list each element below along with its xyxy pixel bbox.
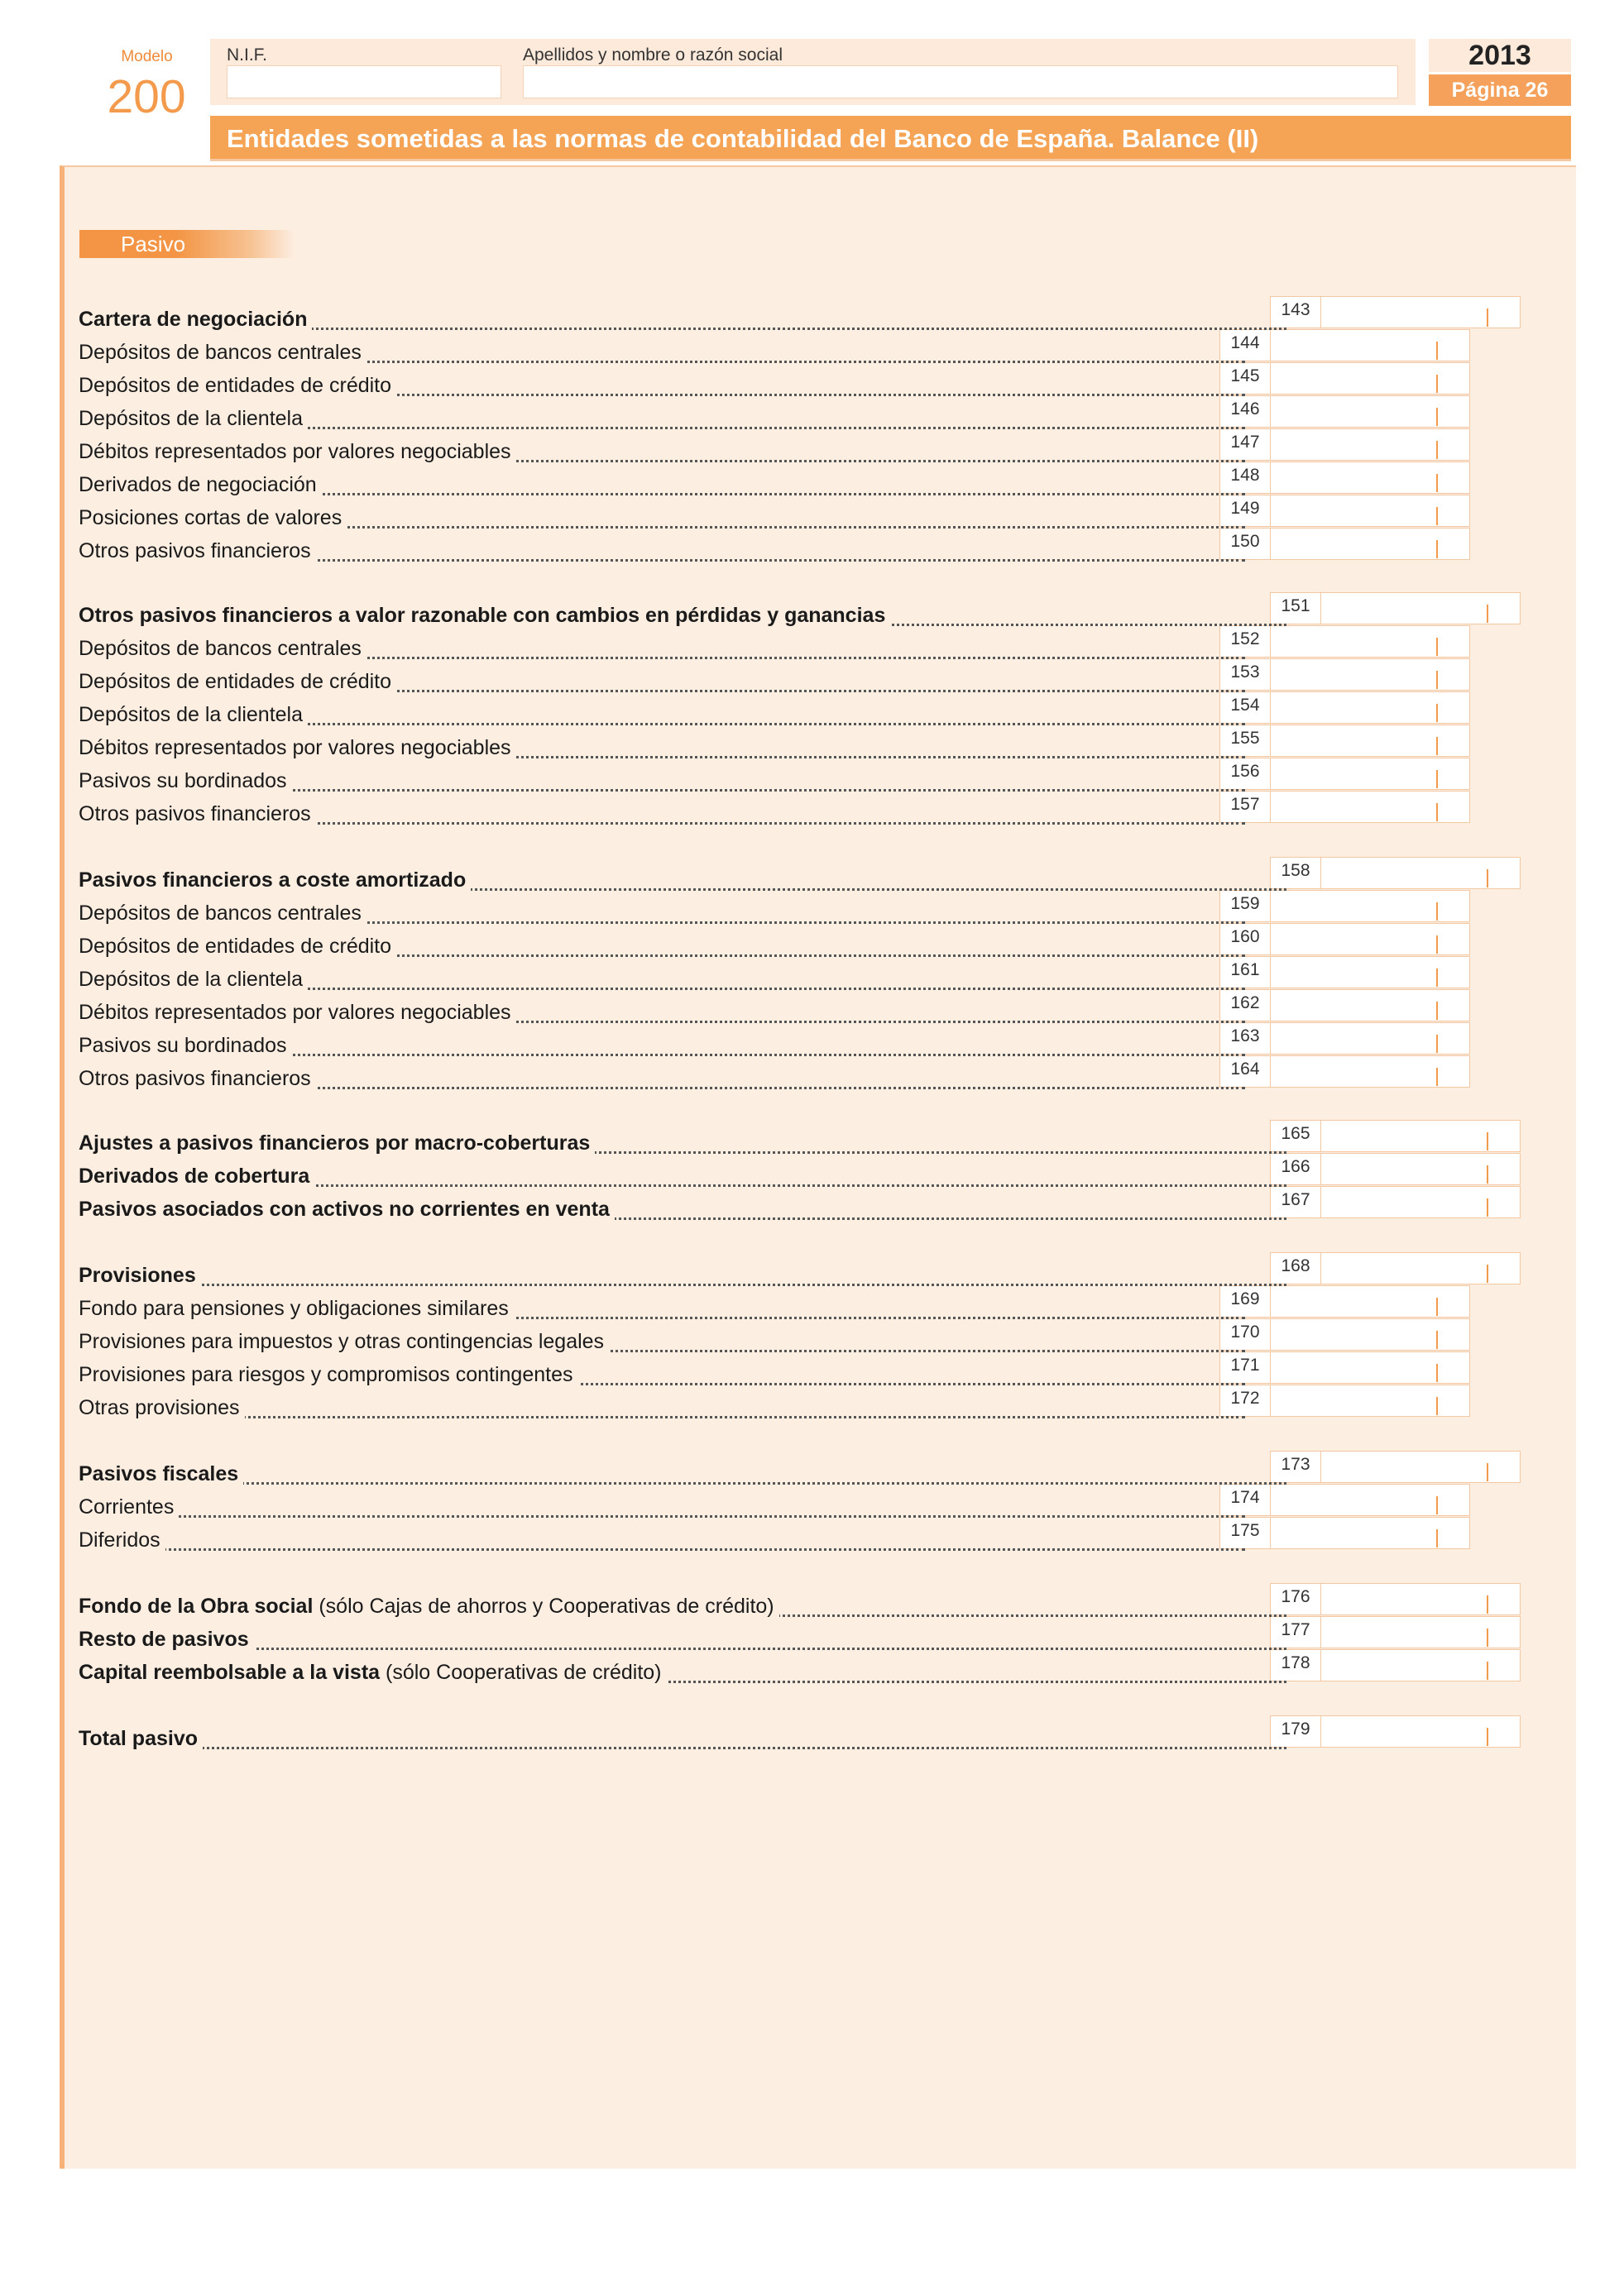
box-code: 163 <box>1219 1022 1271 1055</box>
decimal-separator-mark <box>1436 1331 1438 1349</box>
decimal-separator-mark <box>1436 704 1438 722</box>
decimal-separator-mark <box>1436 375 1438 393</box>
row-label-text: Depósitos de bancos centrales <box>79 902 362 925</box>
amount-field[interactable] <box>1270 1351 1470 1384</box>
row-label-text: Débitos representados por valores negociables <box>79 440 511 463</box>
section-tag <box>79 230 295 258</box>
decimal-separator-mark <box>1436 935 1438 954</box>
amount-field[interactable] <box>1270 625 1470 658</box>
amount-field[interactable] <box>1270 725 1470 757</box>
decimal-separator-mark <box>1436 408 1438 426</box>
decimal-separator-mark <box>1436 638 1438 656</box>
row-label <box>79 407 1245 435</box>
row-label-text: Depósitos de bancos centrales <box>79 341 362 364</box>
row-label-text: Pasivos su bordinados <box>79 769 287 792</box>
row-label-text: Depósitos de la clientela <box>79 968 303 991</box>
amount-field[interactable] <box>1270 395 1470 428</box>
row-label <box>79 1001 1245 1029</box>
row-label-text: Provisiones <box>79 1264 196 1287</box>
amount-field[interactable] <box>1270 658 1470 691</box>
amount-field[interactable] <box>1320 296 1521 328</box>
year: 2013 <box>1429 39 1571 72</box>
box-code: 157 <box>1219 791 1271 823</box>
box-code: 169 <box>1219 1285 1271 1318</box>
amount-field[interactable] <box>1270 1517 1470 1549</box>
box-code: 159 <box>1219 890 1271 922</box>
row-label <box>79 1297 1245 1325</box>
box-code: 145 <box>1219 362 1271 395</box>
modelo-label: Modelo <box>121 48 173 65</box>
row-label-text: Resto de pasivos <box>79 1628 249 1651</box>
row-label <box>79 604 1286 632</box>
box-code: 168 <box>1270 1252 1321 1284</box>
row-label <box>79 539 1245 567</box>
row-label <box>79 1131 1286 1160</box>
decimal-separator-mark <box>1487 1728 1488 1746</box>
decimal-separator-mark <box>1436 1364 1438 1382</box>
amount-field[interactable] <box>1320 1153 1521 1185</box>
decimal-separator-mark <box>1436 441 1438 459</box>
row-label-text: Ajustes a pasivos financieros por macro-coberturas <box>79 1131 591 1155</box>
row-label <box>79 506 1245 534</box>
amount-field[interactable] <box>1320 857 1521 889</box>
row-label-text: Provisiones para riesgos y compromisos contingentes <box>79 1363 573 1386</box>
amount-field[interactable] <box>1270 1318 1470 1351</box>
row-label <box>79 1396 1245 1424</box>
name-field[interactable] <box>523 65 1398 98</box>
decimal-separator-mark <box>1436 540 1438 558</box>
box-code: 162 <box>1219 989 1271 1021</box>
amount-field[interactable] <box>1270 1022 1470 1055</box>
row-label-text: Otros pasivos financieros a valor razonable con cambios en pérdidas y ganancias <box>79 604 886 627</box>
row-label <box>79 935 1245 963</box>
modelo-number: 200 <box>107 70 186 123</box>
box-code: 153 <box>1219 658 1271 691</box>
name-label: Apellidos y nombre o razón social <box>523 45 783 65</box>
box-code: 156 <box>1219 758 1271 790</box>
amount-field[interactable] <box>1320 1120 1521 1152</box>
row-label-text: Pasivos su bordinados <box>79 1034 287 1057</box>
decimal-separator-mark <box>1436 1496 1438 1514</box>
decimal-separator-mark <box>1436 737 1438 755</box>
amount-field[interactable] <box>1270 1484 1470 1516</box>
row-label <box>79 1330 1245 1358</box>
row-label <box>79 902 1245 930</box>
row-label <box>79 341 1245 369</box>
decimal-separator-mark <box>1487 605 1488 623</box>
row-label <box>79 802 1245 830</box>
box-code: 155 <box>1219 725 1271 757</box>
decimal-separator-mark <box>1487 1463 1488 1481</box>
amount-field[interactable] <box>1270 528 1470 560</box>
amount-field[interactable] <box>1270 428 1470 461</box>
row-label-text: Derivados de negociación <box>79 473 317 496</box>
box-code: 171 <box>1219 1351 1271 1384</box>
title-bar <box>210 116 1571 161</box>
row-label <box>79 769 1245 797</box>
row-label-text: Posiciones cortas de valores <box>79 506 343 529</box>
box-code: 170 <box>1219 1318 1271 1351</box>
decimal-separator-mark <box>1436 1397 1438 1415</box>
box-code: 152 <box>1219 625 1271 658</box>
row-label <box>79 308 1286 336</box>
decimal-separator-mark <box>1487 1198 1488 1217</box>
section-label: Pasivo <box>121 232 186 256</box>
amount-field[interactable] <box>1320 1715 1521 1748</box>
box-code: 148 <box>1219 462 1271 494</box>
page-badge: Página 26 <box>1429 74 1571 106</box>
page-title: Entidades sometidas a las normas de contabilidad del Banco de España. Balance (II) <box>227 124 1259 153</box>
row-label-text: Capital reembolsable a la vista <box>79 1661 381 1684</box>
box-code: 150 <box>1219 528 1271 560</box>
row-label-text: Depósitos de la clientela <box>79 703 303 726</box>
row-label-text: Depósitos de entidades de crédito <box>79 374 392 397</box>
amount-field[interactable] <box>1320 1583 1521 1615</box>
row-label <box>79 1528 1245 1557</box>
row-label-text: Pasivos fiscales <box>79 1462 239 1485</box>
box-code: 164 <box>1219 1055 1271 1088</box>
row-label-text: Total pasivo <box>79 1727 199 1750</box>
decimal-separator-mark <box>1487 1629 1488 1647</box>
amount-field[interactable] <box>1270 758 1470 790</box>
row-label <box>79 736 1245 764</box>
amount-field[interactable] <box>1270 1385 1470 1417</box>
decimal-separator-mark <box>1487 1662 1488 1680</box>
amount-field[interactable] <box>1270 956 1470 988</box>
row-label-text: Otras provisiones <box>79 1396 240 1419</box>
row-label <box>79 440 1245 468</box>
amount-field[interactable] <box>1320 1649 1521 1681</box>
row-label <box>79 868 1286 897</box>
row-label <box>79 1034 1245 1062</box>
decimal-separator-mark <box>1436 770 1438 788</box>
box-code: 165 <box>1270 1120 1321 1152</box>
row-label-text: Depósitos de entidades de crédito <box>79 935 392 958</box>
box-code: 179 <box>1270 1715 1321 1748</box>
box-code: 154 <box>1219 691 1271 724</box>
box-code: 161 <box>1219 956 1271 988</box>
row-label <box>79 703 1245 731</box>
box-code: 167 <box>1270 1186 1321 1218</box>
box-code: 172 <box>1219 1385 1271 1417</box>
row-label-text: Cartera de negociación <box>79 308 308 331</box>
row-note: (sólo Cajas de ahorros y Cooperativas de crédito) <box>319 1595 774 1618</box>
row-label-text: Depósitos de entidades de crédito <box>79 670 392 693</box>
row-label-text: Depósitos de bancos centrales <box>79 637 362 660</box>
row-label-text: Pasivos asociados con activos no corrientes en venta <box>79 1198 610 1221</box>
nif-label: N.I.F. <box>227 45 268 65</box>
row-label <box>79 1595 1286 1623</box>
row-label-text: Provisiones para impuestos y otras contingencias legales <box>79 1330 605 1353</box>
amount-field[interactable] <box>1270 462 1470 494</box>
amount-field[interactable] <box>1320 1186 1521 1218</box>
box-code: 143 <box>1270 296 1321 328</box>
row-label <box>79 968 1245 996</box>
row-label <box>79 1198 1286 1226</box>
row-label <box>79 374 1245 402</box>
row-label-text: Corrientes <box>79 1495 175 1519</box>
taxpayer-header <box>210 39 1416 105</box>
nif-field[interactable] <box>227 65 501 98</box>
row-label <box>79 637 1245 665</box>
row-label-text: Fondo de la Obra social <box>79 1595 314 1618</box>
row-label <box>79 473 1245 501</box>
row-label <box>79 1067 1245 1095</box>
decimal-separator-mark <box>1436 1002 1438 1020</box>
box-code: 147 <box>1219 428 1271 461</box>
decimal-separator-mark <box>1487 869 1488 887</box>
row-label <box>79 670 1245 698</box>
amount-field[interactable] <box>1270 1285 1470 1318</box>
amount-field[interactable] <box>1270 691 1470 724</box>
row-label <box>79 1661 1286 1689</box>
amount-field[interactable] <box>1320 1451 1521 1483</box>
decimal-separator-mark <box>1436 671 1438 689</box>
row-label-text: Diferidos <box>79 1528 160 1552</box>
decimal-separator-mark <box>1436 803 1438 821</box>
decimal-separator-mark <box>1436 1068 1438 1086</box>
amount-field[interactable] <box>1270 791 1470 823</box>
amount-field[interactable] <box>1270 890 1470 922</box>
box-code: 146 <box>1219 395 1271 428</box>
row-label <box>79 1363 1245 1391</box>
box-code: 176 <box>1270 1583 1321 1615</box>
decimal-separator-mark <box>1436 969 1438 987</box>
row-label-text: Pasivos financieros a coste amortizado <box>79 868 467 892</box>
box-code: 158 <box>1270 857 1321 889</box>
amount-field[interactable] <box>1270 362 1470 395</box>
box-code: 173 <box>1270 1451 1321 1483</box>
row-label-text: Depósitos de la clientela <box>79 407 303 430</box>
row-label-text: Derivados de cobertura <box>79 1165 310 1188</box>
row-label-text: Otros pasivos financieros <box>79 802 311 825</box>
decimal-separator-mark <box>1487 1265 1488 1283</box>
amount-field[interactable] <box>1320 592 1521 624</box>
amount-field[interactable] <box>1320 1616 1521 1648</box>
row-label <box>79 1727 1286 1755</box>
decimal-separator-mark <box>1436 1298 1438 1316</box>
row-label-text: Otros pasivos financieros <box>79 539 311 562</box>
decimal-separator-mark <box>1436 507 1438 525</box>
row-label <box>79 1462 1286 1490</box>
row-label <box>79 1495 1245 1523</box>
row-label <box>79 1264 1286 1292</box>
box-code: 174 <box>1219 1484 1271 1516</box>
amount-field[interactable] <box>1270 495 1470 527</box>
box-code: 149 <box>1219 495 1271 527</box>
box-code: 177 <box>1270 1616 1321 1648</box>
row-note: (sólo Cooperativas de crédito) <box>386 1661 662 1684</box>
decimal-separator-mark <box>1487 1595 1488 1614</box>
decimal-separator-mark <box>1436 902 1438 921</box>
row-label-text: Fondo para pensiones y obligaciones similares <box>79 1297 509 1320</box>
decimal-separator-mark <box>1436 1035 1438 1053</box>
decimal-separator-mark <box>1487 1165 1488 1184</box>
amount-field[interactable] <box>1270 989 1470 1021</box>
row-label-text: Débitos representados por valores negociables <box>79 736 511 759</box>
decimal-separator-mark <box>1436 1529 1438 1547</box>
decimal-separator-mark <box>1436 474 1438 492</box>
row-label <box>79 1628 1286 1656</box>
box-code: 151 <box>1270 592 1321 624</box>
box-code: 160 <box>1219 923 1271 955</box>
amount-field[interactable] <box>1320 1252 1521 1284</box>
decimal-separator-mark <box>1487 1132 1488 1150</box>
box-code: 178 <box>1270 1649 1321 1681</box>
box-code: 166 <box>1270 1153 1321 1185</box>
box-code: 144 <box>1219 329 1271 361</box>
amount-field[interactable] <box>1270 1055 1470 1088</box>
decimal-separator-mark <box>1487 309 1488 327</box>
amount-field[interactable] <box>1270 923 1470 955</box>
amount-field[interactable] <box>1270 329 1470 361</box>
row-label-text: Débitos representados por valores negociables <box>79 1001 511 1024</box>
decimal-separator-mark <box>1436 342 1438 360</box>
row-label <box>79 1165 1286 1193</box>
row-label-text: Otros pasivos financieros <box>79 1067 311 1090</box>
box-code: 175 <box>1219 1517 1271 1549</box>
